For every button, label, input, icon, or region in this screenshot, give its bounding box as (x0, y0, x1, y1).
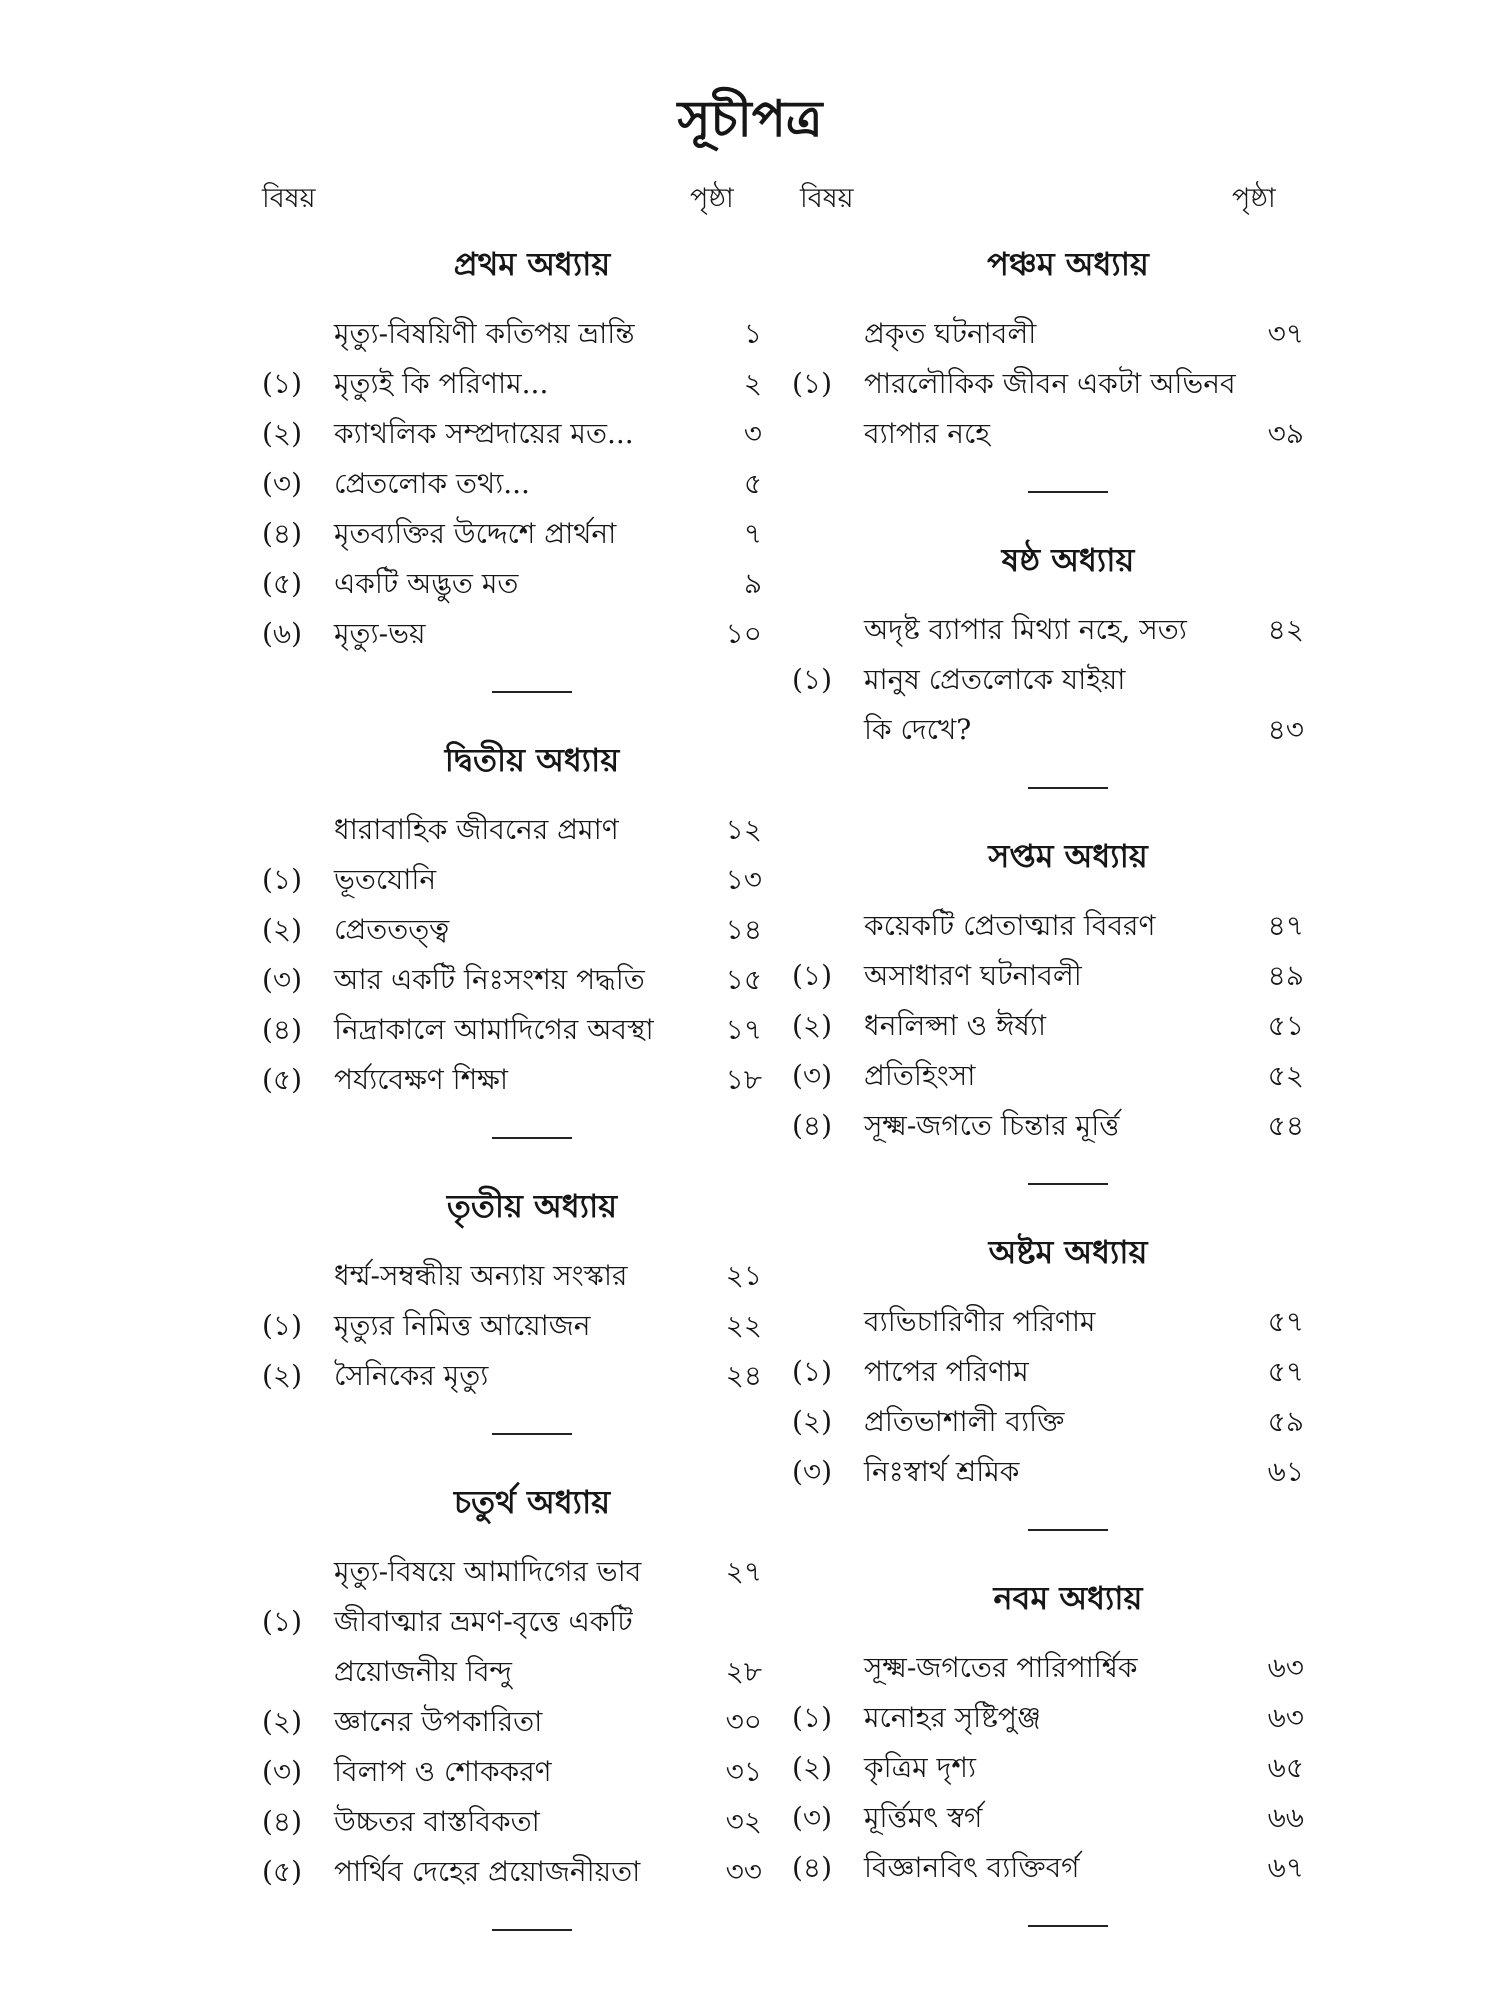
entry-number: (১) (262, 367, 303, 400)
entry-page: ৩২ (725, 1805, 762, 1838)
toc-entry (792, 1347, 1304, 1397)
chapter-section (792, 827, 1304, 1185)
entry-title: সূক্ষ্ম-জগতের পারিপার্শ্বিক (864, 1651, 1138, 1684)
chapter-heading: সপ্তম অধ্যায় (988, 837, 1148, 875)
chapter-section (792, 1223, 1304, 1531)
entry-page: ২১ (725, 1259, 762, 1292)
entry-title: পর্য্যবেক্ষণ শিক্ষা (334, 1063, 508, 1096)
toc-entry (262, 1547, 762, 1597)
entry-page: ১৪ (725, 913, 762, 946)
entry-number: (৩) (262, 467, 303, 500)
chapter-section (262, 1473, 762, 1931)
toc-entry (792, 951, 1304, 1001)
chapter-section (792, 235, 1304, 493)
entry-title: পারলৌকিক জীবন একটা অভিনব (864, 367, 1236, 400)
entry-number: (২) (792, 1009, 833, 1042)
entry-page: ৪২ (1267, 613, 1304, 646)
chapter-section (792, 1569, 1304, 1927)
entry-page: ৪৭ (1267, 909, 1304, 942)
entry-title: মৃতব্যক্তির উদ্দেশে প্রার্থনা (334, 517, 617, 550)
entry-title: ভূতযোনি (334, 863, 437, 896)
entry-page: ২২ (725, 1309, 762, 1342)
column-header-page: পৃষ্ঠা (690, 183, 734, 214)
toc-entry (262, 805, 762, 855)
section-divider (1028, 491, 1108, 493)
entry-page: ২৭ (725, 1555, 762, 1588)
entry-number: (১) (262, 1309, 303, 1342)
entry-title: ধনলিপ্সা ও ঈর্ষ্যা (864, 1009, 1047, 1042)
toc-entry (262, 1697, 762, 1747)
entry-title: কি দেখে? (864, 713, 972, 746)
toc-entry (262, 855, 762, 905)
entry-title: পাপের পরিণাম (864, 1355, 1029, 1388)
entry-title: মনোহর সৃষ্টিপুঞ্জ (864, 1701, 1041, 1734)
entry-page: ১ (743, 317, 762, 350)
entry-page: ৫১ (1267, 1009, 1304, 1042)
entry-page: ১৩ (725, 863, 762, 896)
entry-page: ৩৯ (1267, 417, 1304, 450)
entry-page: ৫৭ (1267, 1305, 1304, 1338)
chapter-heading: দ্বিতীয় অধ্যায় (444, 741, 620, 779)
page-title: সূচীপত্র (677, 89, 823, 148)
entry-number: (১) (262, 863, 303, 896)
entry-page: ৩০ (725, 1705, 762, 1738)
entry-number: (৩) (792, 1455, 833, 1488)
entry-title: প্রতিহিংসা (864, 1059, 976, 1092)
toc-entry (792, 1101, 1304, 1151)
toc-entry (262, 459, 762, 509)
toc-entry (262, 1797, 762, 1847)
entry-page: ১৭ (725, 1013, 762, 1046)
entry-page: ২৪ (725, 1359, 762, 1392)
entry-number: (৬) (262, 617, 303, 650)
chapter-section (262, 1177, 762, 1435)
entry-page: ৬১ (1267, 1455, 1304, 1488)
entry-page: ১৫ (725, 963, 762, 996)
entry-page: ১২ (725, 813, 762, 846)
toc-column-left (262, 235, 762, 1969)
chapter-heading: অষ্টম অধ্যায় (988, 1233, 1148, 1271)
entry-number: (৩) (262, 963, 303, 996)
entry-title: প্রেততত্ত্ব (334, 913, 450, 946)
entry-number: (৩) (262, 1755, 303, 1788)
chapter-heading: পঞ্চম অধ্যায় (987, 245, 1149, 283)
entry-page: ১৮ (725, 1063, 762, 1096)
section-divider (1028, 787, 1108, 789)
toc-entry (792, 1793, 1304, 1843)
entry-title: সূক্ষ্ম-জগতে চিন্তার মূর্ত্তি (864, 1109, 1120, 1142)
toc-entry (792, 901, 1304, 951)
entry-number: (৫) (262, 1063, 303, 1096)
section-divider (492, 691, 572, 693)
toc-entry (262, 1597, 762, 1647)
toc-entry (792, 1297, 1304, 1347)
entry-title: মৃত্যু-বিষয়ে আমাদিগের ভাব (334, 1555, 642, 1588)
entry-page: ১০ (725, 617, 762, 650)
toc-entry (262, 509, 762, 559)
entry-page: ৬৩ (1267, 1701, 1304, 1734)
entry-title: মৃত্যুর নিমিত্ত আয়োজন (334, 1309, 591, 1342)
entry-title: প্রতিভাশালী ব্যক্তি (864, 1405, 1065, 1438)
entry-title: মৃত্যু-ভয় (334, 617, 426, 650)
chapter-section (262, 235, 762, 693)
entry-title: উচ্চতর বাস্তবিকতা (334, 1805, 540, 1838)
toc-entry (792, 705, 1304, 755)
entry-title: সৈনিকের মৃত্যু (334, 1359, 489, 1392)
entry-page: ৪৩ (1267, 713, 1304, 746)
entry-title: আর একটি নিঃসংশয় পদ্ধতি (334, 963, 645, 996)
toc-entry (792, 359, 1304, 409)
toc-entry (262, 1055, 762, 1105)
toc-entry (262, 1005, 762, 1055)
toc-entry (262, 905, 762, 955)
toc-entry (792, 1447, 1304, 1497)
entry-title: ধারাবাহিক জীবনের প্রমাণ (334, 813, 619, 846)
entry-page: ৬৬ (1267, 1801, 1304, 1834)
entry-title: পার্থিব দেহের প্রয়োজনীয়তা (334, 1855, 641, 1888)
entry-title: ধর্ম্ম-সম্বন্ধীয় অন্যায় সংস্কার (334, 1259, 628, 1292)
entry-page: ৬৫ (1267, 1751, 1304, 1784)
toc-entry (262, 309, 762, 359)
entry-title: বিলাপ ও শোককরণ (334, 1755, 552, 1788)
entry-title: কৃত্রিম দৃশ্য (864, 1751, 977, 1784)
entry-number: (২) (262, 417, 303, 450)
entry-number: (১) (262, 1605, 303, 1638)
toc-entry (792, 1397, 1304, 1447)
entry-page: ৪৯ (1267, 959, 1304, 992)
column-header-page: পৃষ্ঠা (1232, 183, 1276, 214)
entry-page: ৫ (743, 467, 762, 500)
entry-number: (২) (262, 1359, 303, 1392)
toc-entry (262, 1351, 762, 1401)
chapter-section (262, 731, 762, 1139)
section-divider (1028, 1529, 1108, 1531)
entry-title: প্রয়োজনীয় বিন্দু (334, 1655, 512, 1688)
toc-entry (792, 309, 1304, 359)
entry-page: ৯ (743, 567, 762, 600)
chapter-section (792, 531, 1304, 789)
chapter-heading: নবম অধ্যায় (993, 1579, 1143, 1617)
toc-entry (792, 1693, 1304, 1743)
toc-entry (262, 1847, 762, 1897)
entry-title: জ্ঞানের উপকারিতা (334, 1705, 543, 1738)
entry-number: (৩) (792, 1801, 833, 1834)
entry-title: মৃত্যু-বিষয়িণী কতিপয় ভ্রান্তি (334, 317, 635, 350)
entry-number: (৪) (262, 1805, 303, 1838)
chapter-heading: তৃতীয় অধ্যায় (446, 1187, 618, 1225)
toc-entry (792, 655, 1304, 705)
entry-page: ৩৭ (1267, 317, 1304, 350)
toc-entry (792, 1051, 1304, 1101)
column-header-subject: বিষয় (800, 183, 854, 214)
toc-entry (262, 1647, 762, 1697)
chapter-heading: ষষ্ঠ অধ্যায় (1001, 541, 1135, 579)
column-header-subject: বিষয় (262, 183, 316, 214)
entry-number: (৪) (262, 517, 303, 550)
entry-title: অসাধারণ ঘটনাবলী (864, 959, 1082, 992)
entry-number: (৪) (262, 1013, 303, 1046)
entry-title: প্রেতলোক তথ্য... (334, 467, 530, 500)
entry-number: (২) (792, 1751, 833, 1784)
entry-number: (৫) (262, 1855, 303, 1888)
toc-entry (262, 1301, 762, 1351)
entry-title: ব্যভিচারিণীর পরিণাম (864, 1305, 1096, 1338)
entry-number: (১) (792, 663, 833, 696)
entry-title: জীবাত্মার ভ্রমণ-বৃত্তে একটি (334, 1605, 633, 1638)
entry-number: (৫) (262, 567, 303, 600)
entry-title: অদৃষ্ট ব্যাপার মিথ্যা নহে, সত্য (864, 613, 1187, 646)
toc-entry (792, 1843, 1304, 1893)
toc-entry (792, 1643, 1304, 1693)
entry-title: বিজ্ঞানবিৎ ব্যক্তিবর্গ (864, 1851, 1080, 1884)
entry-number: (৩) (792, 1059, 833, 1092)
entry-page: ৫৯ (1267, 1405, 1304, 1438)
entry-title: কয়েকটি প্রেতাত্মার বিবরণ (864, 909, 1156, 942)
chapter-heading: চতুর্থ অধ্যায় (453, 1483, 611, 1521)
toc-entry (262, 955, 762, 1005)
entry-page: ২৮ (725, 1655, 762, 1688)
entry-page: ৩৩ (725, 1855, 762, 1888)
entry-number: (২) (262, 1705, 303, 1738)
entry-number: (৪) (792, 1851, 833, 1884)
entry-title: ব্যাপার নহে (864, 417, 990, 450)
toc-entry (262, 1747, 762, 1797)
entry-number: (১) (792, 1355, 833, 1388)
entry-page: ৬৩ (1267, 1651, 1304, 1684)
section-divider (492, 1137, 572, 1139)
entry-title: মূর্ত্তিমৎ স্বর্গ (864, 1801, 983, 1834)
entry-page: ২ (743, 367, 762, 400)
entry-number: (৪) (792, 1109, 833, 1142)
toc-entry (262, 559, 762, 609)
entry-page: ৩১ (725, 1755, 762, 1788)
entry-number: (২) (262, 913, 303, 946)
entry-title: মানুষ প্রেতলোকে যাইয়া (864, 663, 1126, 696)
entry-page: ৫২ (1267, 1059, 1304, 1092)
entry-page: ৫৭ (1267, 1355, 1304, 1388)
entry-title: নিদ্রাকালে আমাদিগের অবস্থা (334, 1013, 654, 1046)
entry-page: ৫৪ (1267, 1109, 1304, 1142)
toc-entry (792, 409, 1304, 459)
toc-entry (262, 359, 762, 409)
toc-entry (792, 1001, 1304, 1051)
entry-title: নিঃস্বার্থ শ্রমিক (864, 1455, 1020, 1488)
toc-entry (262, 609, 762, 659)
entry-title: ক্যাথলিক সম্প্রদায়ের মত... (334, 417, 634, 450)
entry-title: একটি অদ্ভুত মত (334, 567, 519, 600)
section-divider (492, 1433, 572, 1435)
entry-page: ৬৭ (1267, 1851, 1304, 1884)
entry-number: (১) (792, 1701, 833, 1734)
section-divider (492, 1929, 572, 1931)
toc-entry (262, 409, 762, 459)
section-divider (1028, 1183, 1108, 1185)
toc-entry (262, 1251, 762, 1301)
chapter-heading: প্রথম অধ্যায় (453, 245, 611, 283)
entry-page: ৩ (743, 417, 762, 450)
toc-entry (792, 605, 1304, 655)
entry-number: (১) (792, 367, 833, 400)
section-divider (1028, 1925, 1108, 1927)
entry-page: ৭ (743, 517, 762, 550)
entry-title: মৃত্যুই কি পরিণাম... (334, 367, 549, 400)
entry-number: (১) (792, 959, 833, 992)
entry-title: প্রকৃত ঘটনাবলী (864, 317, 1037, 350)
toc-entry (792, 1743, 1304, 1793)
toc-column-right (792, 235, 1304, 1965)
entry-number: (২) (792, 1405, 833, 1438)
